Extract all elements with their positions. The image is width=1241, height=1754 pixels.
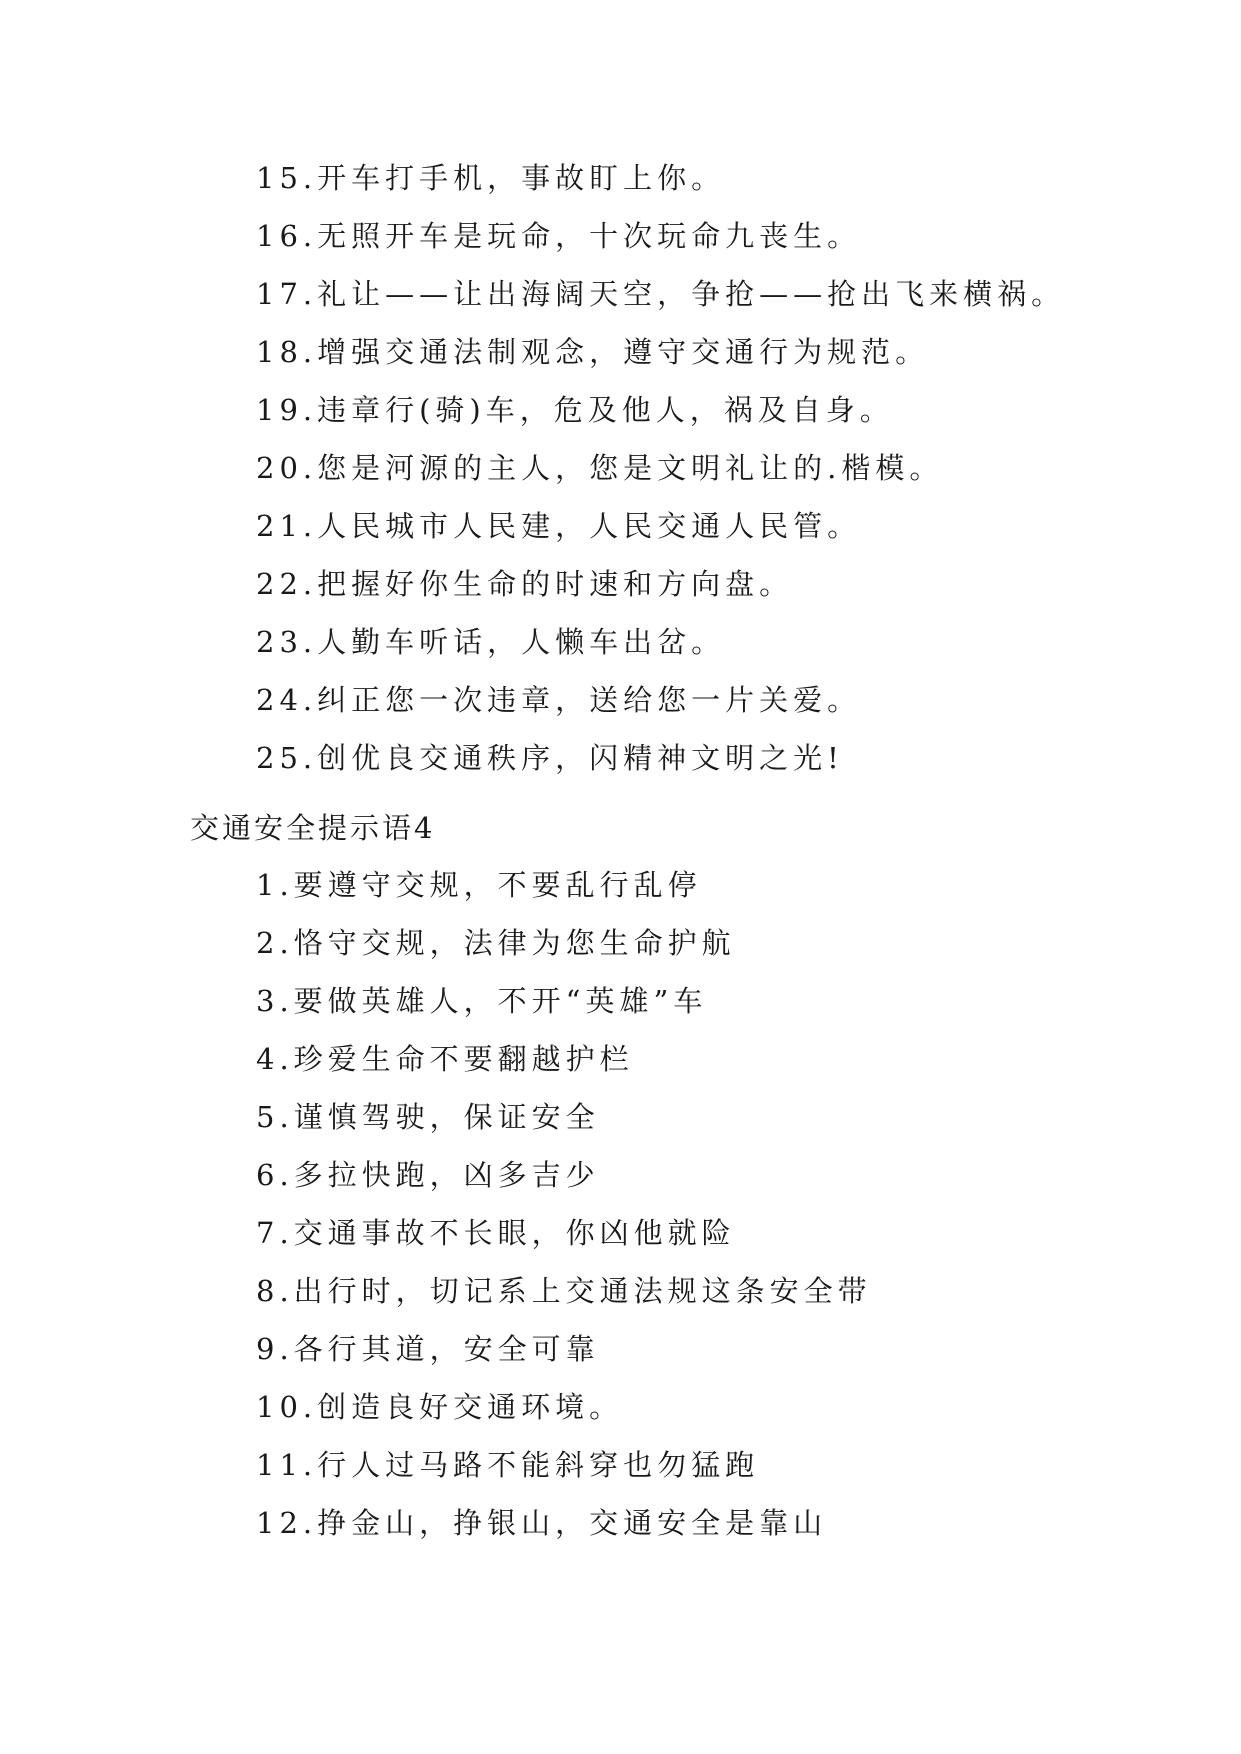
slogan-list-continued (256, 158, 1065, 796)
list-item: 15.开车打手机，事故盯上你。 (256, 161, 726, 195)
list-item: 10.创造良好交通环境。 (256, 1390, 624, 1424)
list-item: 25.创优良交通秩序，闪精神文明之光! (256, 741, 844, 775)
list-item: 1.要遵守交规，不要乱行乱停 (256, 868, 702, 902)
list-item: 22.把握好你生命的时速和方向盘。 (256, 567, 794, 601)
list-item: 19.违章行(骑)车，危及他人，祸及自身。 (256, 393, 894, 427)
list-item: 21.人民城市人民建，人民交通人民管。 (256, 509, 862, 543)
list-item: 16.无照开车是玩命，十次玩命九丧生。 (256, 219, 862, 253)
section-heading: 交通安全提示语4 (190, 811, 436, 845)
list-item: 2.恪守交规，法律为您生命护航 (256, 926, 736, 960)
list-item: 23.人勤车听话，人懒车出岔。 (256, 625, 726, 659)
list-item: 17.礼让——让出海阔天空，争抢——抢出飞来横祸。 (256, 277, 1066, 311)
list-item: 20.您是河源的主人，您是文明礼让的.楷模。 (256, 451, 944, 485)
list-item: 5.谨慎驾驶，保证安全 (256, 1100, 600, 1134)
list-item: 11.行人过马路不能斜穿也勿猛跑 (256, 1448, 760, 1482)
slogan-list-4 (256, 865, 872, 1561)
list-item: 12.挣金山，挣银山，交通安全是靠山 (256, 1506, 828, 1540)
list-item: 6.多拉快跑，凶多吉少 (256, 1158, 600, 1192)
list-item: 24.纠正您一次违章，送给您一片关爱。 (256, 683, 862, 717)
list-item: 7.交通事故不长眼，你凶他就险 (256, 1216, 736, 1250)
list-item: 3.要做英雄人，不开“英雄”车 (256, 984, 708, 1018)
list-item: 4.珍爱生命不要翻越护栏 (256, 1042, 634, 1076)
list-item: 8.出行时，切记系上交通法规这条安全带 (256, 1274, 872, 1308)
list-item: 18.增强交通法制观念，遵守交通行为规范。 (256, 335, 930, 369)
list-item: 9.各行其道，安全可靠 (256, 1332, 600, 1366)
